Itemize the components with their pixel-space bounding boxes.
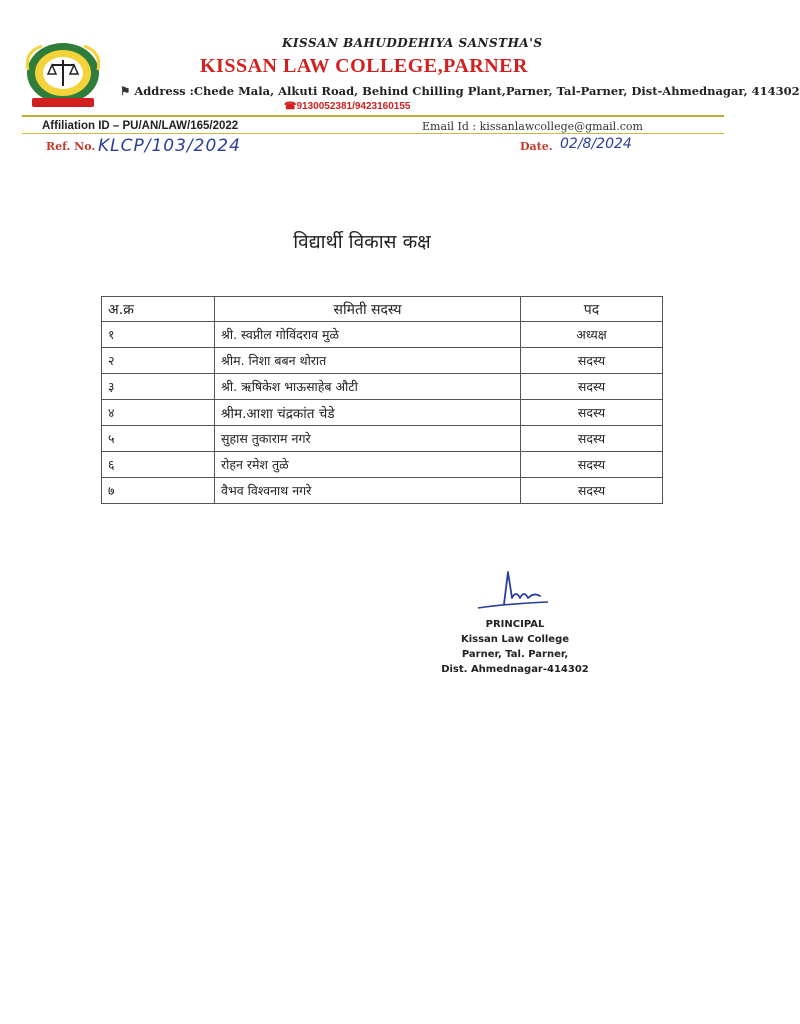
address-text: Address :Chede Mala, Alkuti Road, Behind Chilling Plant,Parner, Tal-Parner, Dist-Ahmednagar, 414302 [134,84,800,98]
phone-line [284,101,410,112]
principal-title: PRINCIPAL [485,619,545,630]
principal-signature-icon [474,568,554,614]
ref-label: Ref. No. [46,140,96,153]
serial-cell: ५ [102,426,215,452]
serial-cell: ४ [102,400,215,426]
post-cell: सदस्य [521,426,663,452]
column-header-member: समिती सदस्य [215,297,521,322]
location-pin-icon: ⚑ [120,84,131,98]
member-cell: वैभव विश्वनाथ नगरे [215,478,521,504]
principal-place: Parner, Tal. Parner, [461,649,569,660]
header-rule-top [22,115,724,117]
column-header-post: पद [521,297,663,322]
phone-icon: ☎ [284,101,297,112]
member-cell: श्रीम.आशा चंद्रकांत चेडे [215,400,521,426]
post-cell: सदस्य [521,374,663,400]
table-row [102,478,663,504]
serial-cell: ७ [102,478,215,504]
principal-district: Dist. Ahmednagar-414302 [441,664,589,675]
college-name: KISSAN LAW COLLEGE,PARNER [200,55,528,77]
post-cell: सदस्य [521,452,663,478]
principal-block [430,617,600,677]
document-title: विद्यार्थी विकास कक्ष [293,231,431,253]
member-cell: सुहास तुकाराम नगरे [215,426,521,452]
date-value: 02/8/2024 [560,136,632,152]
phone-number: 9130052381/9423160155 [296,101,411,112]
post-cell: सदस्य [521,478,663,504]
column-header-serial: अ.क्र [102,297,215,322]
principal-college: Kissan Law College [460,634,570,645]
serial-cell: ६ [102,452,215,478]
member-cell: श्री. ऋषिकेश भाऊसाहेब औटी [215,374,521,400]
college-logo-icon [22,40,104,110]
post-cell: सदस्य [521,400,663,426]
table-row [102,426,663,452]
ref-number: KLCP/103/2024 [98,136,241,156]
table-row [102,322,663,348]
post-cell: सदस्य [521,348,663,374]
affiliation-id: Affiliation ID – PU/AN/LAW/165/2022 [42,120,239,132]
post-cell: अध्यक्ष [521,322,663,348]
table-row [102,374,663,400]
serial-cell: ३ [102,374,215,400]
society-name: KISSAN BAHUDDEHIYA SANSTHA'S [282,36,543,50]
member-cell: श्रीम. निशा बबन थोरात [215,348,521,374]
table-row [102,452,663,478]
member-cell: रोहन रमेश तुळे [215,452,521,478]
serial-cell: २ [102,348,215,374]
committee-table [101,296,663,504]
serial-cell: १ [102,322,215,348]
date-label: Date. [520,140,553,153]
member-cell: श्री. स्वप्नील गोविंदराव मुळे [215,322,521,348]
header-rule-bottom [22,133,724,134]
table-header-row [102,297,663,322]
email-id: Email Id : kissanlawcollege@gmail.com [422,120,643,133]
address-line [120,84,800,98]
table-row [102,348,663,374]
table-row [102,400,663,426]
